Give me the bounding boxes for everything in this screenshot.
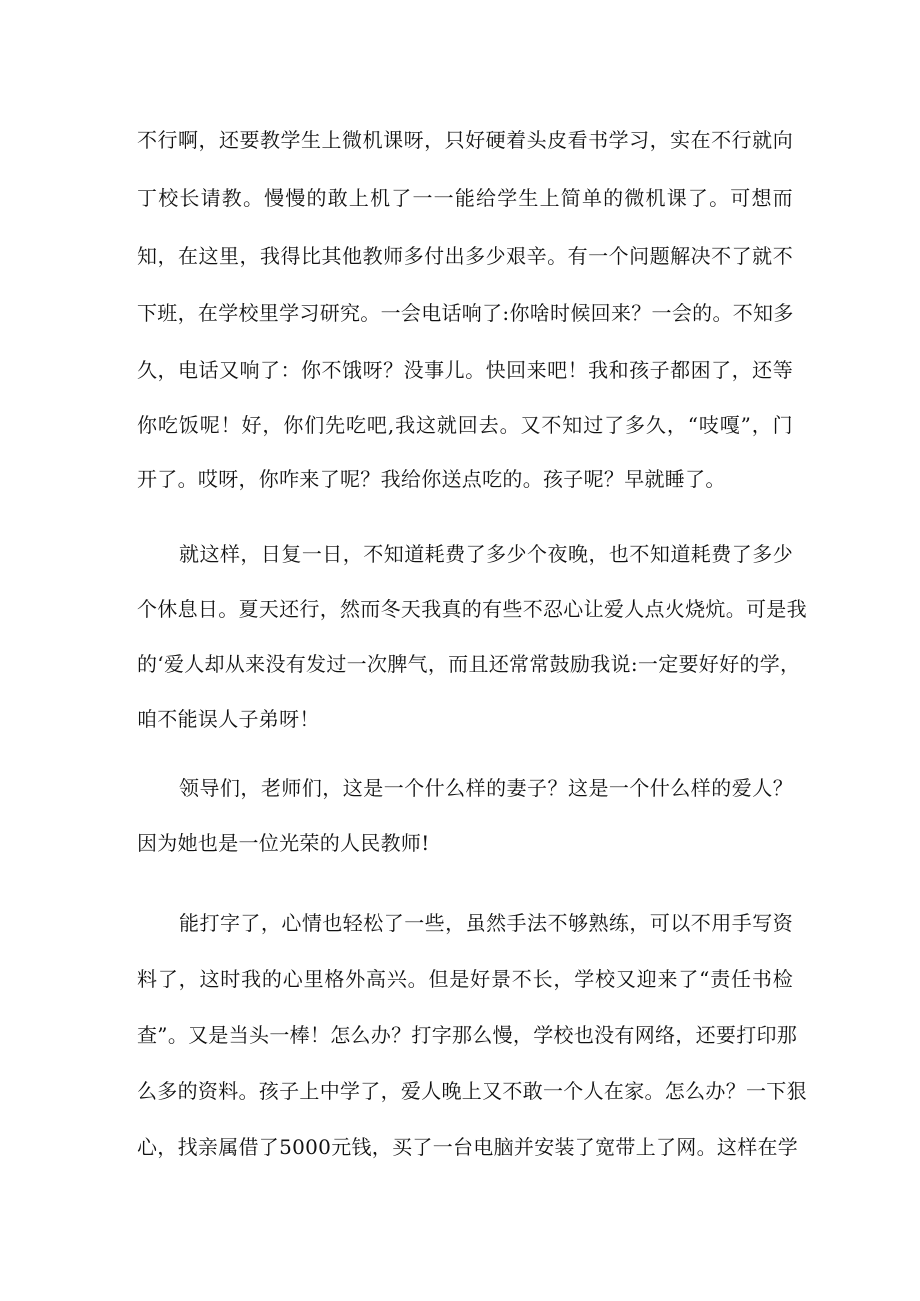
text-line: 久，电话又响了：你不饿呀？没事儿。快回来吧！我和孩子都困了，还等 [137, 358, 793, 382]
text-line: 丁校长请教。慢慢的敢上机了一一能给学生上简单的微机课了。可想而 [137, 186, 793, 210]
text-line: 查”。又是当头一棒！怎么办？打字那么慢，学校也没有网络，还要打印那 [137, 1023, 798, 1047]
text-line: 能打字了，心情也轻松了一些，虽然手法不够熟练，可以不用手写资 [179, 911, 793, 935]
text-line: 么多的资料。孩子上中学了，爱人晚上又不敢一个人在家。怎么办？一下狠 [137, 1079, 807, 1103]
text-line: 因为她也是一位光荣的人民教师! [137, 831, 430, 855]
text-line: 下班，在学校里学习研究。一会电话响了:你啥时候回来？一会的。不知多 [137, 301, 794, 325]
text-line: 不行啊，还要教学生上微机课呀，只好硬着头皮看书学习，实在不行就向 [137, 128, 793, 152]
text-line: 就这样，日复一日，不知道耗费了多少个夜晚，也不知道耗费了多少 [179, 542, 793, 566]
text-line: 知，在这里，我得比其他教师多付出多少艰辛。有一个问题解决不了就不 [137, 244, 793, 268]
text-line: 料了，这时我的心里格外高兴。但是好景不长，学校又迎来了“责任书检 [137, 967, 793, 991]
text-line: 你吃饭呢！好，你们先吃吧,我这就回去。又不知过了多久，“吱嘎”，门 [137, 413, 793, 437]
text-line: 领导们，老师们，这是一个什么样的妻子？这是一个什么样的爱人？ [179, 776, 793, 800]
text-line: 咱不能误人子弟呀！ [137, 707, 320, 731]
text-line: 心，找亲属借了5000元钱，买了一台电脑并安装了宽带上了网。这样在学 [137, 1135, 799, 1159]
text-line: 开了。哎呀，你咋来了呢？我给你送点吃的。孩子呢？早就睡了。 [137, 467, 726, 491]
text-line: 个休息日。夏天还行，然而冬天我真的有些不忍心让爱人点火烧炕。可是我 [137, 597, 807, 621]
text-line: 的‘爱人却从来没有发过一次脾气，而且还常常鼓励我说:一定要好好的学， [137, 652, 801, 676]
